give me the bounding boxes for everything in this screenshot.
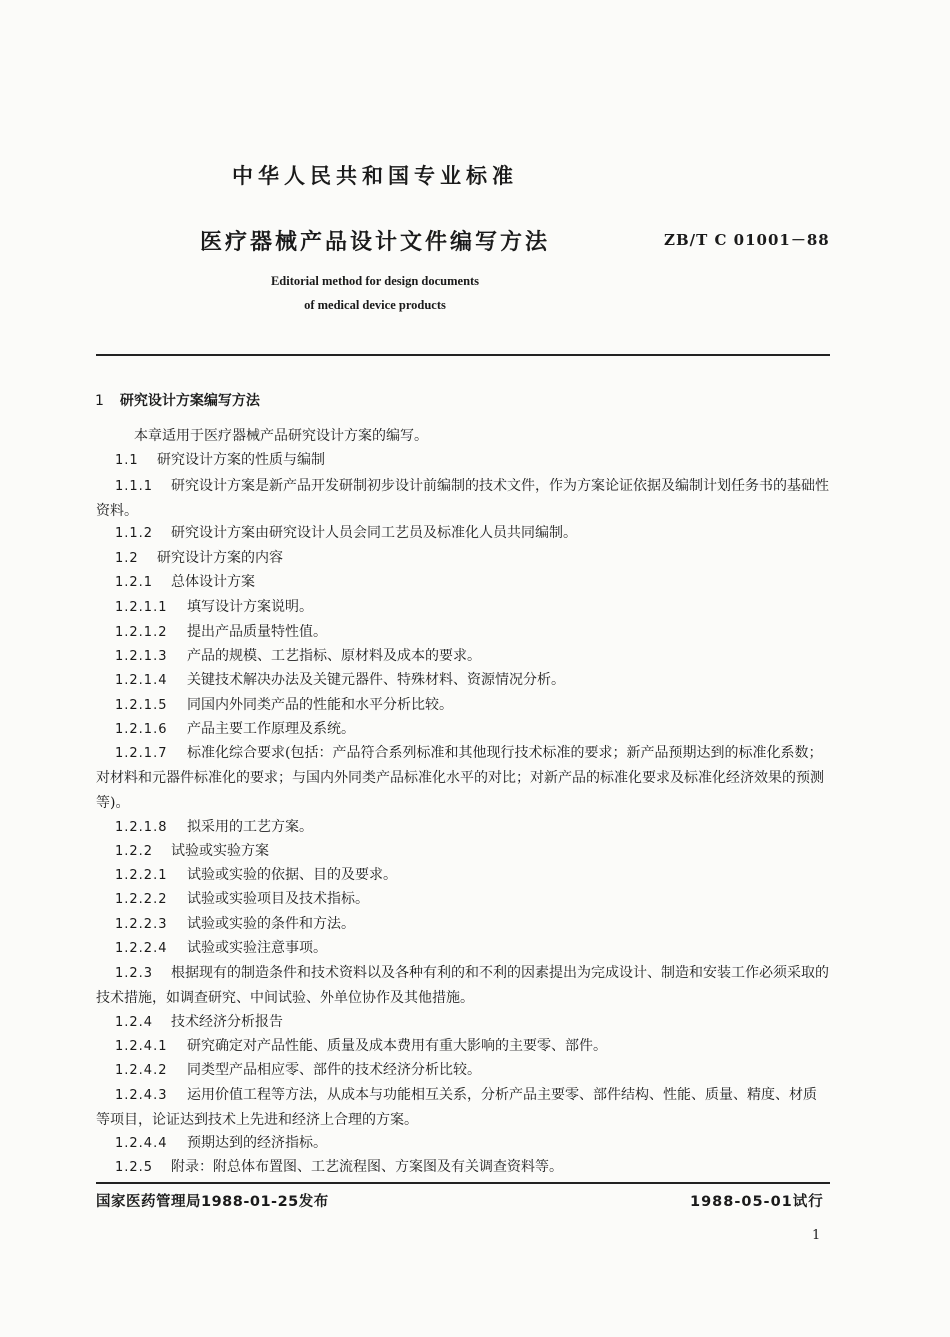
- list-item: 1.2.1.4 关键技术解决办法及关键元器件、特殊材料、资源情况分析。: [115, 672, 565, 688]
- section-heading: [95, 390, 260, 410]
- list-item: 1.1.1 研究设计方案是新产品开发研制初步设计前编制的技术文件，作为方案论证依据及编制计划任务书的基础性资料。: [96, 478, 829, 519]
- list-item: 1.2.3 根据现有的制造条件和技术资料以及各种有利的和不利的因素提出为完成设计、制造和安装工作必须采取的技术措施，如调查研究、中间试验、外单位协作及其他措施。: [96, 965, 829, 1006]
- effective-date: 1988-05-01试行: [690, 1194, 824, 1210]
- issuing-authority: 国家医药管理局1988-01-25发布: [96, 1194, 329, 1210]
- list-item: 1.2.5 附录：附总体布置图、工艺流程图、方案图及有关调查资料等。: [115, 1159, 563, 1175]
- standard-category-title: 中华人民共和国专业标准: [232, 164, 518, 188]
- document-title: 医疗器械产品设计文件编写方法: [199, 230, 550, 255]
- list-item: 1.2.4.3 运用价值工程等方法，从成本与功能相互关系，分析产品主要零、部件结构、性能、质量、精度、材质等项目，论证达到技术上先进和经济上合理的方案。: [96, 1087, 817, 1128]
- list-item: 1.2.1.8 拟采用的工艺方案。: [115, 819, 313, 835]
- section-title: 研究设计方案编写方法: [119, 393, 260, 409]
- list-item: 1.2.1.5 同国内外同类产品的性能和水平分析比较。: [115, 697, 453, 713]
- list-item: 1.2.2.4 试验或实验注意事项。: [115, 940, 327, 956]
- page-number: 1: [812, 1228, 821, 1243]
- list-item: 1.1.2 研究设计方案由研究设计人员会同工艺员及标准化人员共同编制。: [115, 525, 577, 541]
- list-item: 1.2.1.7 标准化综合要求(包括：产品符合系列标准和其他现行技术标准的要求；新产品预期达到的标准化系数；对材料和元器件标准化的要求；与国内外同类产品标准化水平的对比；对新产品的标准化要求及标准化经济效果的预测等)。: [96, 745, 824, 811]
- footer-divider: [96, 1182, 830, 1184]
- list-item: 1.2.2.1 试验或实验的依据、目的及要求。: [115, 867, 397, 883]
- list-item: 1.2.1.6 产品主要工作原理及系统。: [115, 721, 355, 737]
- list-item: 1.2.1.3 产品的规模、工艺指标、原材料及成本的要求。: [115, 648, 481, 664]
- list-item: 1.2.1.2 提出产品质量特性值。: [115, 624, 327, 640]
- list-item: 1.2.2.3 试验或实验的条件和方法。: [115, 916, 355, 932]
- list-item: 1.1 研究设计方案的性质与编制: [115, 452, 325, 468]
- list-item: 1.2.4.2 同类型产品相应零、部件的技术经济分析比较。: [115, 1062, 481, 1078]
- intro-paragraph: 本章适用于医疗器械产品研究设计方案的编写。: [134, 428, 428, 444]
- list-item: 1.2.2.2 试验或实验项目及技术指标。: [115, 891, 369, 907]
- list-item: 1.2.4.4 预期达到的经济指标。: [115, 1135, 327, 1151]
- list-item: 1.2.1 总体设计方案: [115, 574, 255, 590]
- header-divider: [96, 354, 830, 356]
- section-number: 1: [95, 393, 104, 409]
- list-item: 1.2.1.1 填写设计方案说明。: [115, 599, 313, 615]
- list-item: 1.2.2 试验或实验方案: [115, 843, 269, 859]
- english-title-line1: Editorial method for design documents: [270, 274, 480, 288]
- standard-code: ZB/T C 01001－88: [664, 231, 830, 249]
- list-item: 1.2 研究设计方案的内容: [115, 550, 283, 566]
- list-item: 1.2.4 技术经济分析报告: [115, 1014, 283, 1030]
- english-title-line2: of medical device products: [304, 298, 446, 312]
- list-item: 1.2.4.1 研究确定对产品性能、质量及成本费用有重大影响的主要零、部件。: [115, 1038, 607, 1054]
